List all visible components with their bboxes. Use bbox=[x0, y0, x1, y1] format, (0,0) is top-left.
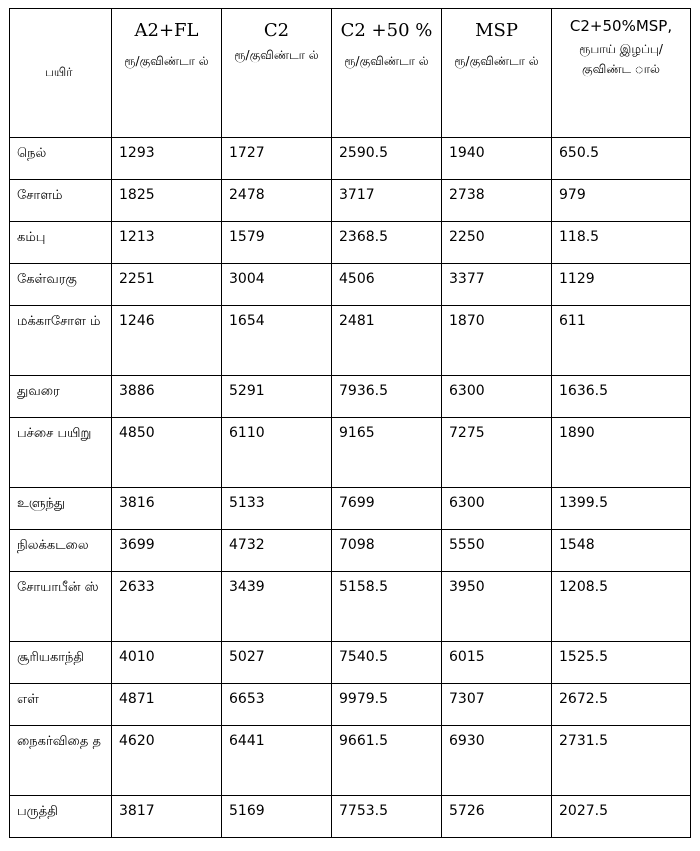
c2-cell: 5027 bbox=[222, 642, 332, 684]
crop-cell: நைகர்விதை த bbox=[10, 726, 112, 796]
header-c2 bbox=[222, 9, 332, 138]
c2-50-cell: 2590.5 bbox=[332, 138, 442, 180]
header-c2-title: C2 bbox=[263, 20, 290, 41]
table-row bbox=[10, 726, 691, 796]
msp-cell: 3950 bbox=[442, 572, 552, 642]
a2fl-cell: 3816 bbox=[112, 488, 222, 530]
msp-cell: 3377 bbox=[442, 264, 552, 306]
crop-cell: துவரை bbox=[10, 376, 112, 418]
c2-cell: 3439 bbox=[222, 572, 332, 642]
table-row bbox=[10, 642, 691, 684]
msp-cell: 2250 bbox=[442, 222, 552, 264]
msp-cell: 2738 bbox=[442, 180, 552, 222]
c2-cell: 1727 bbox=[222, 138, 332, 180]
a2fl-cell: 3817 bbox=[112, 796, 222, 838]
loss-cell: 1129 bbox=[552, 264, 691, 306]
msp-cost-table bbox=[9, 8, 691, 838]
loss-cell: 611 bbox=[552, 306, 691, 376]
header-msp-unit: ரூ/குவிண்டா ல் bbox=[454, 54, 539, 68]
c2-50-cell: 7699 bbox=[332, 488, 442, 530]
c2-50-cell: 2368.5 bbox=[332, 222, 442, 264]
a2fl-cell: 1246 bbox=[112, 306, 222, 376]
c2-50-cell: 7936.5 bbox=[332, 376, 442, 418]
loss-cell: 1525.5 bbox=[552, 642, 691, 684]
crop-cell: நிலக்கடலை bbox=[10, 530, 112, 572]
header-crop: பயிர் bbox=[10, 9, 112, 138]
table-row bbox=[10, 306, 691, 376]
crop-cell: சோயாபீன் ஸ் bbox=[10, 572, 112, 642]
table-row bbox=[10, 530, 691, 572]
msp-cell: 7275 bbox=[442, 418, 552, 488]
c2-cell: 5169 bbox=[222, 796, 332, 838]
loss-cell: 979 bbox=[552, 180, 691, 222]
c2-cell: 3004 bbox=[222, 264, 332, 306]
msp-cell: 6015 bbox=[442, 642, 552, 684]
c2-50-cell: 5158.5 bbox=[332, 572, 442, 642]
c2-50-cell: 7098 bbox=[332, 530, 442, 572]
header-loss-title: C2+50%MSP, bbox=[569, 17, 673, 35]
crop-cell: கம்பு bbox=[10, 222, 112, 264]
a2fl-cell: 4850 bbox=[112, 418, 222, 488]
loss-cell: 1890 bbox=[552, 418, 691, 488]
table-row bbox=[10, 418, 691, 488]
header-c2-50-title: C2 +50 % bbox=[340, 20, 433, 41]
header-c2-50-unit: ரூ/குவிண்டா ல் bbox=[344, 54, 429, 68]
a2fl-cell: 4620 bbox=[112, 726, 222, 796]
table-row bbox=[10, 222, 691, 264]
c2-cell: 2478 bbox=[222, 180, 332, 222]
loss-cell: 1636.5 bbox=[552, 376, 691, 418]
msp-cell: 6300 bbox=[442, 488, 552, 530]
a2fl-cell: 3886 bbox=[112, 376, 222, 418]
table-row bbox=[10, 488, 691, 530]
c2-cell: 6110 bbox=[222, 418, 332, 488]
c2-50-cell: 9979.5 bbox=[332, 684, 442, 726]
msp-cell: 1940 bbox=[442, 138, 552, 180]
c2-50-cell: 2481 bbox=[332, 306, 442, 376]
crop-cell: நெல் bbox=[10, 138, 112, 180]
msp-cell: 5550 bbox=[442, 530, 552, 572]
table-row bbox=[10, 264, 691, 306]
c2-cell: 1654 bbox=[222, 306, 332, 376]
loss-cell: 2731.5 bbox=[552, 726, 691, 796]
msp-cell: 6930 bbox=[442, 726, 552, 796]
header-c2-50 bbox=[332, 9, 442, 138]
a2fl-cell: 3699 bbox=[112, 530, 222, 572]
table-row bbox=[10, 572, 691, 642]
loss-cell: 118.5 bbox=[552, 222, 691, 264]
crop-cell: எள் bbox=[10, 684, 112, 726]
header-a2fl bbox=[112, 9, 222, 138]
loss-cell: 1208.5 bbox=[552, 572, 691, 642]
a2fl-cell: 1213 bbox=[112, 222, 222, 264]
crop-cell: பருத்தி bbox=[10, 796, 112, 838]
a2fl-cell: 4010 bbox=[112, 642, 222, 684]
c2-cell: 6441 bbox=[222, 726, 332, 796]
a2fl-cell: 2633 bbox=[112, 572, 222, 642]
c2-cell: 5133 bbox=[222, 488, 332, 530]
loss-cell: 650.5 bbox=[552, 138, 691, 180]
loss-cell: 2672.5 bbox=[552, 684, 691, 726]
loss-cell: 2027.5 bbox=[552, 796, 691, 838]
crop-cell: சோளம் bbox=[10, 180, 112, 222]
a2fl-cell: 2251 bbox=[112, 264, 222, 306]
header-loss bbox=[552, 9, 691, 138]
c2-50-cell: 7753.5 bbox=[332, 796, 442, 838]
c2-50-cell: 7540.5 bbox=[332, 642, 442, 684]
msp-cell: 6300 bbox=[442, 376, 552, 418]
table-row bbox=[10, 684, 691, 726]
c2-cell: 4732 bbox=[222, 530, 332, 572]
header-a2fl-unit: ரூ/குவிண்டா ல் bbox=[124, 54, 209, 68]
crop-cell: சூரியகாந்தி bbox=[10, 642, 112, 684]
table-row bbox=[10, 138, 691, 180]
table-row bbox=[10, 180, 691, 222]
msp-cell: 5726 bbox=[442, 796, 552, 838]
c2-cell: 6653 bbox=[222, 684, 332, 726]
crop-cell: பச்சை பயிறு bbox=[10, 418, 112, 488]
a2fl-cell: 1293 bbox=[112, 138, 222, 180]
loss-cell: 1399.5 bbox=[552, 488, 691, 530]
header-loss-unit: ரூபாய் இழப்பு/குவிண்ட ால் bbox=[579, 42, 663, 76]
a2fl-cell: 1825 bbox=[112, 180, 222, 222]
header-a2fl-title: A2+FL bbox=[134, 20, 199, 41]
header-row bbox=[10, 9, 691, 138]
c2-50-cell: 3717 bbox=[332, 180, 442, 222]
c2-50-cell: 9165 bbox=[332, 418, 442, 488]
msp-cell: 1870 bbox=[442, 306, 552, 376]
header-msp-title: MSP bbox=[475, 20, 518, 41]
crop-cell: மக்காசோள ம் bbox=[10, 306, 112, 376]
msp-cell: 7307 bbox=[442, 684, 552, 726]
table-row bbox=[10, 376, 691, 418]
c2-50-cell: 4506 bbox=[332, 264, 442, 306]
crop-cell: உளுந்து bbox=[10, 488, 112, 530]
c2-50-cell: 9661.5 bbox=[332, 726, 442, 796]
c2-cell: 5291 bbox=[222, 376, 332, 418]
header-c2-unit: ரூ/குவிண்டா ல் bbox=[234, 48, 319, 62]
a2fl-cell: 4871 bbox=[112, 684, 222, 726]
crop-cell: கேள்வரகு bbox=[10, 264, 112, 306]
table-row bbox=[10, 796, 691, 838]
header-msp bbox=[442, 9, 552, 138]
loss-cell: 1548 bbox=[552, 530, 691, 572]
c2-cell: 1579 bbox=[222, 222, 332, 264]
